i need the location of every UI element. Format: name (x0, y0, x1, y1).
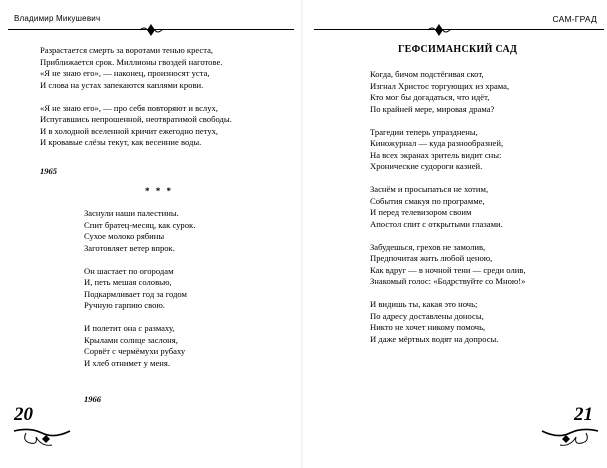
poem-2 (84, 208, 195, 369)
poem-3 (370, 69, 526, 345)
verse-line: Приближается срок. Миллионы гвоздей наготове. (40, 56, 223, 67)
verse-line: Ручную гарпию свою. (84, 300, 165, 310)
verse-line: На всех экранах зритель видит сны: (370, 149, 502, 160)
stanza (84, 266, 195, 312)
calligraphic-swirl-icon (12, 425, 72, 451)
stanza (370, 69, 526, 115)
verse-line: Трагедии теперь упразднены, (370, 126, 478, 137)
verse-line: И видишь ты, какая это ночь; (370, 299, 478, 309)
verse-line: И кровавые слёзы текут, как весенние воды. (40, 137, 202, 147)
verse-line: Изгнал Христос торгующих из храма, (370, 80, 510, 91)
verse-line: Кто мог бы догадаться, что идёт, (370, 92, 490, 102)
page-gutter (301, 0, 303, 468)
page-number: 20 (14, 404, 33, 425)
verse-line: Когда, бичом подстёгивая скот, (370, 69, 484, 79)
poem-1-year: 1965 (40, 166, 57, 176)
verse-line: И, петь мешая соловью, (84, 277, 172, 287)
verse-line: Подкармливает год за годом (84, 288, 187, 299)
verse-line: Испугавшись непрошенной, неотвратимой свободы. (40, 114, 232, 124)
verse-line: И даже мёртвых водят на допросы. (370, 333, 499, 344)
verse-line: И хлеб отнимет у меня. (84, 357, 170, 368)
stanza (370, 184, 526, 230)
calligraphic-swirl-icon (540, 425, 600, 451)
verse-line: Предпочитая жить любой ценою, (370, 253, 493, 263)
verse-line: По крайней мере, мировая драма? (370, 103, 495, 114)
verse-line: Крылами солнце заслоня, (84, 334, 178, 345)
verse-line: Хронические судороги казней. (370, 161, 483, 171)
stanza (370, 127, 526, 173)
diamond-flourish-icon (426, 23, 452, 37)
right-page (304, 0, 607, 468)
verse-line: Сорвёт с чермёмухи рубаху (84, 346, 186, 356)
verse-line: Спит братец-месяц, как сурок. (84, 219, 196, 230)
poem-2-year: 1966 (84, 394, 101, 404)
stars-separator: * * * (145, 186, 173, 196)
stanza (84, 323, 195, 369)
book-running-head: САМ-ГРАД (552, 14, 597, 24)
verse-line: И полетит она с размаху, (84, 323, 175, 333)
verse-line: И слова на устах запекаются каплями крови. (40, 79, 204, 90)
verse-line: По адресу доставлены доносы, (370, 310, 484, 321)
verse-line: Заснём и просыпаться не хотим, (370, 184, 489, 194)
stanza (370, 299, 526, 345)
verse-line: «Я не знаю его», — наконец, произносят уста, (40, 68, 210, 78)
verse-line: Он шастает по огородам (84, 265, 174, 276)
poem-1 (40, 45, 232, 149)
left-page (0, 0, 300, 468)
poem-title: ГЕФСИМАНСКИЙ САД (398, 44, 518, 55)
verse-line: Киножурнал — куда разнообразней, (370, 138, 504, 148)
verse-line: Сухое молоко рябины (84, 231, 165, 241)
stanza (40, 103, 232, 149)
verse-line: И перед телевизором своим (370, 207, 472, 217)
verse-line: Никто не хочет никому помочь, (370, 322, 486, 332)
page-number: 21 (574, 404, 593, 425)
verse-line: События смакуя по программе, (370, 195, 485, 206)
stanza (370, 242, 526, 288)
stanza (40, 45, 232, 91)
header-rule (314, 29, 604, 30)
verse-line: «Я не знаю его», — про себя повторяют и вслух, (40, 102, 218, 113)
author-running-head: Владимир Микушевич (14, 14, 101, 23)
verse-line: Знакомый голос: «Бодрствуйте со Мною!» (370, 276, 526, 286)
diamond-flourish-icon (138, 23, 164, 37)
verse-line: И в холодной вселенной кричит ежегодно петух, (40, 125, 219, 136)
verse-line: Заснули наши палестины. (84, 208, 179, 218)
verse-line: Апостол спит с открытыми глазами. (370, 218, 503, 229)
verse-line: Забудешься, грехов не замолив, (370, 241, 486, 252)
verse-line: Заготовляет ветер впрок. (84, 242, 175, 253)
verse-line: Разрастается смерть за воротами тенью креста, (40, 45, 214, 55)
verse-line: Как вдруг — в ночной тени — среди олив, (370, 264, 526, 275)
stanza (84, 208, 195, 254)
